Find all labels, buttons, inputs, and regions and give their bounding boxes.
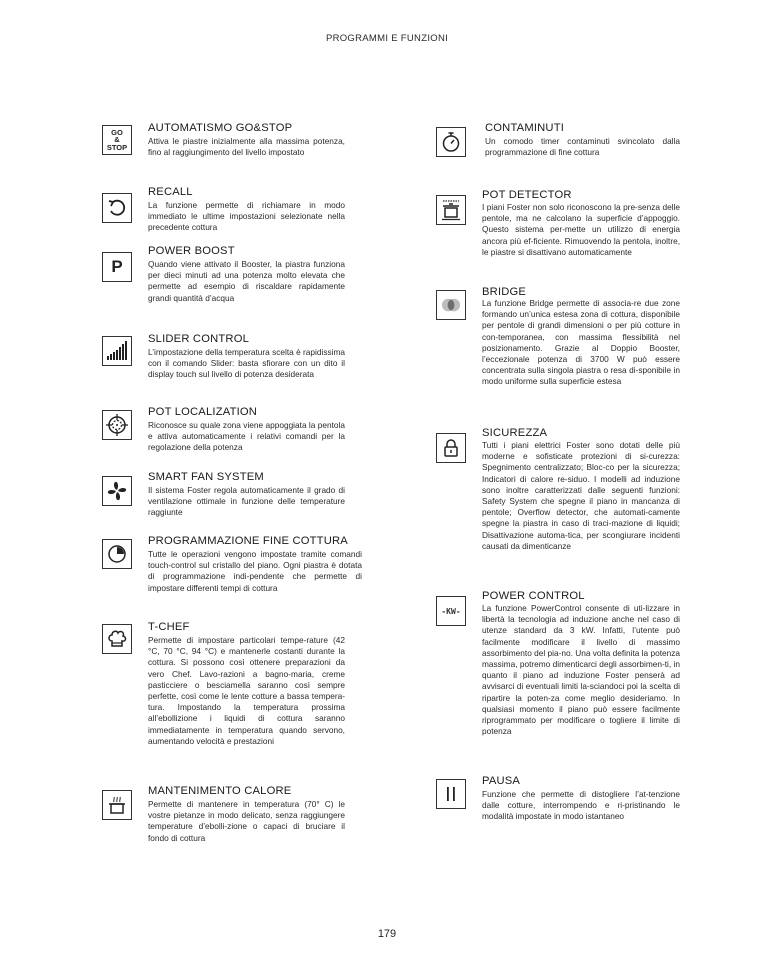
feature-description: L’impostazione della temperatura scelta è rapidissima con il comando Slider: basta sfiorare con un dito il display touch sul livello di potenza desiderata xyxy=(148,347,345,380)
feature-title: SMART FAN SYSTEM xyxy=(148,471,264,483)
bridge-icon xyxy=(436,290,466,320)
feature-description: La funzione Bridge permette di associa-re due zone formando un’unica estesa zona di cottura, disponibile per pentole di grandi dimensioni o per più cotture in con-temporanea, con massima flessibilità nel posizionamento. Grazie al Doppio Booster, l’eccezionale potenza di 3700 W può essere concentrata sulla singola piastra o resa di-sponibile in modo uniforme sulla superficie estesa xyxy=(482,298,680,387)
feature-description: Riconosce su quale zona viene appoggiata la pentola e attiva automaticamente i relativi comandi per la regolazione della potenza xyxy=(148,420,345,453)
stopwatch-icon xyxy=(436,127,466,157)
feature-description: Un comodo timer contaminuti svincolato dalla programmazione di fine cottura xyxy=(485,136,680,158)
fan-icon xyxy=(102,476,132,506)
feature-title: POWER CONTROL xyxy=(482,590,585,602)
feature-title: PAUSA xyxy=(482,775,521,787)
feature-title: PROGRAMMAZIONE FINE COTTURA xyxy=(148,535,348,547)
feature-title: SICUREZZA xyxy=(482,427,548,439)
pot-detector-icon xyxy=(436,195,466,225)
feature-description: Permette di impostare particolari tempe-rature (42 °C, 70 °C, 94 °C) e mantenerle costanti durante la cottura. Si possono così ottenere preparazioni da vero Chef. Lavo-razioni a bagno-maria, creme pasticciere o besciamella saranno così sempre perfette, così come le lente cotture a bassa tempera-tura. Impostando la temperatura prossima all’ebollizione i liquidi di cottura saranno immediatamente in temperatura quando servono, aumentando velocità e prestazioni xyxy=(148,635,345,746)
feature-title: POWER BOOST xyxy=(148,245,235,257)
feature-title: SLIDER CONTROL xyxy=(148,333,250,345)
page-number: 179 xyxy=(377,928,397,940)
feature-title: CONTAMINUTI xyxy=(485,122,565,134)
feature-description: Attiva le piastre inizialmente alla massima potenza, fino al raggiungimento del livello impostato xyxy=(148,136,345,158)
feature-description: Quando viene attivato il Booster, la piastra funziona per dieci minuti ad una potenza molto elevata che permette ad esempio di riscaldare rapidamente grandi quantità d’acqua xyxy=(148,259,345,303)
feature-title: BRIDGE xyxy=(482,286,527,298)
feature-description: Permette di mantenere in temperatura (70° C) le vostre pietanze in modo delicato, senza raggiungere temperature d’ebolli-zione o capaci di bruciare il fondo di cottura xyxy=(148,799,345,843)
feature-description: I piani Foster non solo riconoscono la pre-senza delle pentole, ma ne calcolano la superficie d’appoggio. Questo sistema per-mette un utilizzo di energia ancora più ef-ficiente. Rimuovendo la pentola, inoltre, le piastre si disattivano automaticamente xyxy=(482,202,680,257)
feature-description: Tutti i piani elettrici Foster sono dotati delle più moderne e sofisticate protezioni di si-curezza: Spegnimento centralizzato; Bloc-co per la sicurezza; Indicatori di calore re-siduo. I modelli ad induzione sono inoltre caratterizzati dalle seguenti funzioni: Safety System che spegne il piano in mancanza di pentole; Overflow detector, che automati-camente spegne la piastra in caso di traci-mazione di liquidi; Disattivazione automa-tica, per scongiurare incidenti causati da dimenticanze xyxy=(482,440,680,551)
page-header: PROGRAMMI E FUNZIONI xyxy=(325,33,449,44)
feature-description: Il sistema Foster regola automaticamente il grado di ventilazione ottimale in funzione delle temperature raggiunte xyxy=(148,485,345,518)
power-boost-icon: P xyxy=(102,252,132,282)
kw-icon: -KW- xyxy=(436,596,466,626)
feature-description: La funzione PowerControl consente di uti-lizzare in libertà la tecnologia ad induzione anche nel caso di utenze standard da 3 kW. Infatti, l’utente può facilmente modificare il livello di massimo assorbimento del pia-no. Una volta definita la potenza massima, potremo dimenticarci degli assorbimen-ti, in quanto il piano ad induzione Foster penserà ad avvisarci di eventuali limiti la-sciandoci poi la scelta di ripartire la poten-za come meglio desideriamo. In qualsiasi momento il piano può essere facilmente riprogrammato per modificare o togliere il limite di potenza xyxy=(482,603,680,737)
feature-description: La funzione permette di richiamare in modo immediato le ultime impostazioni selezionate nella precedente cottura xyxy=(148,200,345,233)
feature-title: AUTOMATISMO GO&STOP xyxy=(148,122,293,134)
feature-title: POT DETECTOR xyxy=(482,189,572,201)
feature-title: POT LOCALIZATION xyxy=(148,406,258,418)
recall-icon xyxy=(102,193,132,223)
timer-pie-icon xyxy=(102,539,132,569)
target-icon xyxy=(102,410,132,440)
chef-hat-icon xyxy=(102,624,132,654)
feature-title: MANTENIMENTO CALORE xyxy=(148,785,292,797)
warm-pot-icon xyxy=(102,790,132,820)
feature-title: T-CHEF xyxy=(148,621,190,633)
feature-title: RECALL xyxy=(148,186,193,198)
slider-bars-icon xyxy=(102,336,132,366)
pause-icon xyxy=(436,779,466,809)
go-stop-icon: GO & STOP xyxy=(102,125,132,155)
feature-description: Funzione che permette di distogliere l’at-tenzione dalle cotture, interrompendo e ri-pristinando le modalità impostate in modo istantaneo xyxy=(482,789,680,822)
feature-description: Tutte le operazioni vengono impostate tramite comandi touch-control sul cristallo del piano. Ogni piastra è dotata di programmazione indi-pendente che permette di impostare differenti tempi di cottura xyxy=(148,549,362,593)
lock-icon xyxy=(436,433,466,463)
